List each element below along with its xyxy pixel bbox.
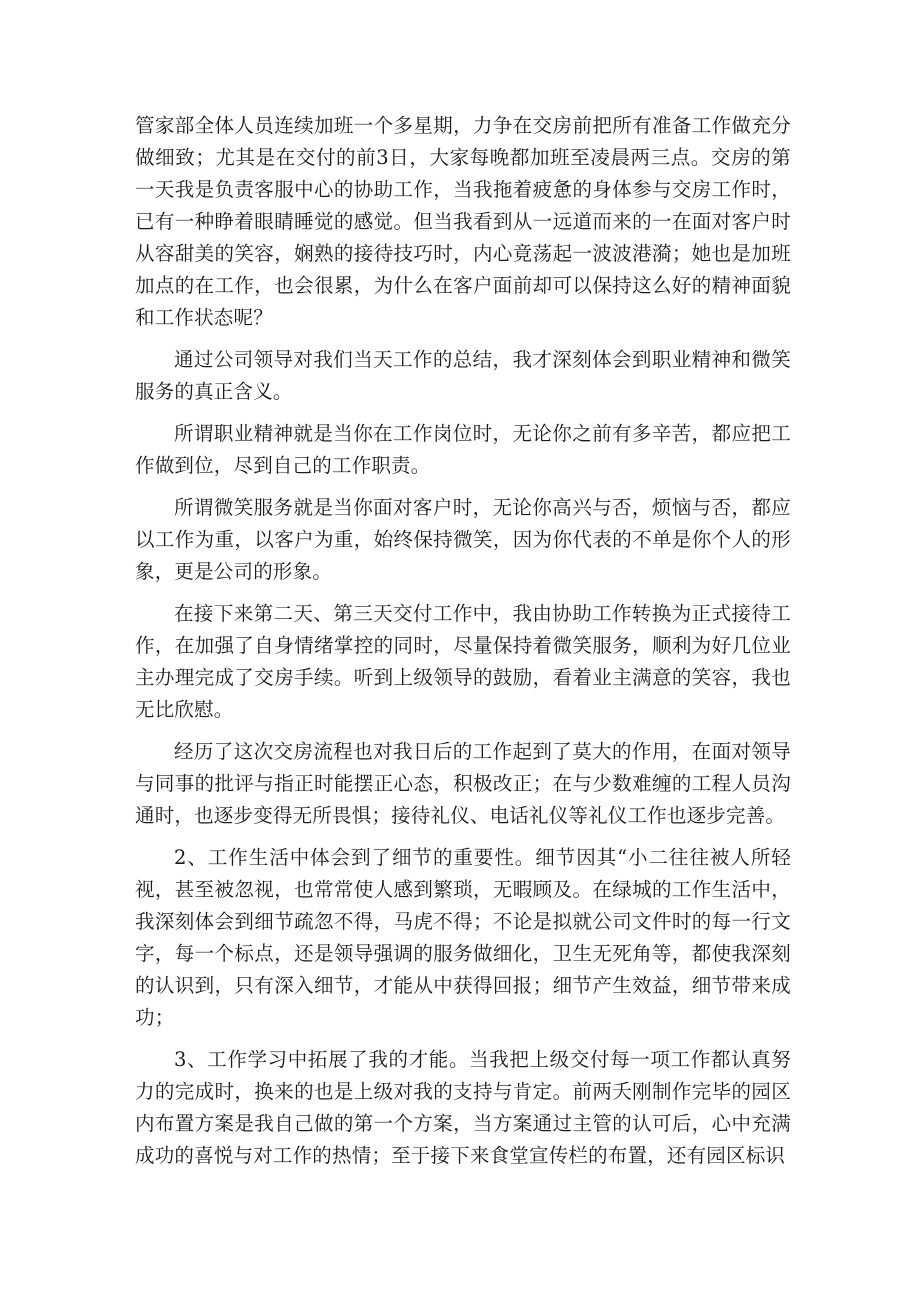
paragraph-5: 在接下来第二天、第三天交付工作中，我由协助工作转换为正式接待工作，在加强了自身情绪掌控的同时，尽量保持着微笑服务，顺利为好几位业主办理完成了交房手续。听到上级领导的鼓励，看着业主满意的笑容，我也无比欣慰。 <box>135 602 791 721</box>
paragraph-7: 2、工作生活中体会到了细节的重要性。细节因其“小二往往被人所轻视，甚至被忽视，也常常使人感到繁琐，无暇顾及。在绿城的工作生活中，我深刻体会到细节疏忽不得，马虎不得；不论是拟就公司文件时的每一行文字，每一个标点，还是领导强调的服务做细化，卫生无死角等，都使我深刻的认识到，只有深入细节，才能从中获得回报；细节产生效益，细节带来成功； <box>135 846 791 1029</box>
paragraph-1: 管家部全体人员连续加班一个多星期，力争在交房前把所有准备工作做充分做细致；尤其是在交付的前3日，大家每晚都加班至凌晨两三点。交房的第一天我是负责客服中心的协助工作，当我拖着疲惫的身体参与交房工作时，已有一种睁着眼睛睡觉的感觉。但当我看到从一远道而来的一在面对客户时从容甜美的笑容，娴熟的接待技巧时，内心竟荡起一波波港漪；她也是加班加点的在工作，也会很累，为什么在客户面前却可以保持这么好的精神面貌和工作状态呢？ <box>135 114 791 329</box>
paragraph-2: 通过公司领导对我们当天工作的总结，我才深刻体会到职业精神和微笑服务的真正含义。 <box>135 348 791 403</box>
document-body <box>135 110 791 1172</box>
paragraph-4: 所谓微笑服务就是当你面对客户时，无论你高兴与否，烦恼与否，都应以工作为重，以客户为重，始终保持微笑，因为你代表的不单是你个人的形象，更是公司的形象。 <box>135 496 791 583</box>
paragraph-8: 3、工作学习中拓展了我的才能。当我把上级交付每一项工作都认真努力的完成时，换来的也是上级对我的支持与肯定。前两夭刚制作完毕的园区内布置方案是我自己做的第一个方案，当方案通过主管的认可后，心中充满成功的喜悦与对工作的热情；至于接下来食堂宣传栏的布置，还有园区标识 <box>135 1048 791 1167</box>
paragraph-3: 所谓职业精神就是当你在工作岗位时，无论你之前有多辛苦，都应把工作做到位，尽到自己的工作职责。 <box>135 422 791 477</box>
paragraph-6: 经历了这次交房流程也对我日后的工作起到了莫大的作用，在面对领导与同事的批评与指正时能摆正心态，积极改正；在与少数难缠的工程人员沟通时，也逐步变得无所畏惧；接待礼仪、电话礼仪等礼仪工作也逐步完善。 <box>135 740 791 827</box>
